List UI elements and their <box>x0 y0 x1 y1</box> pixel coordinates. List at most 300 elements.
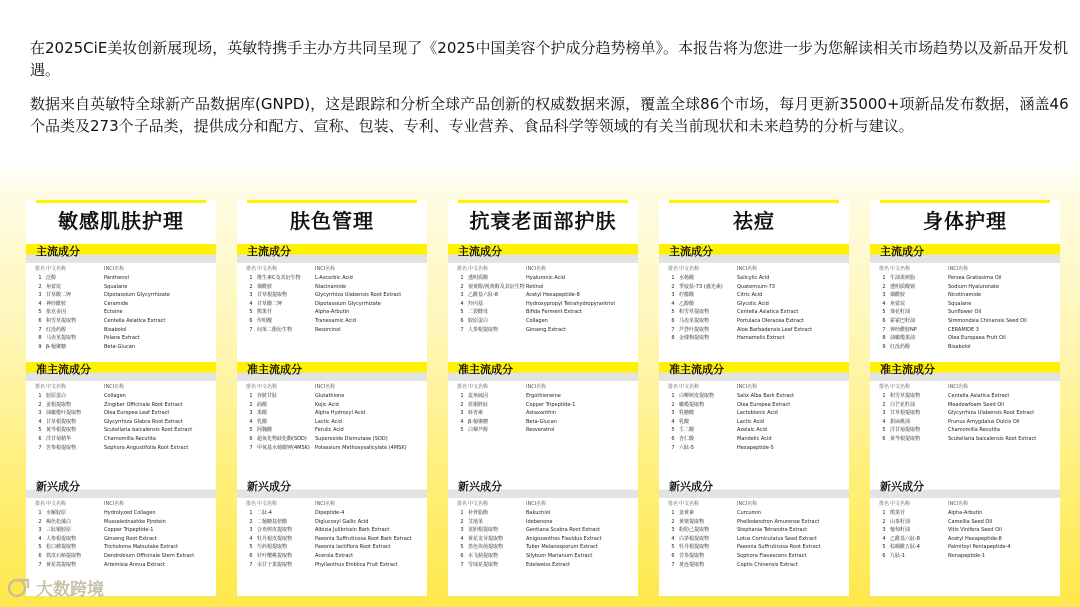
inci-name-cell: Olea Europaea Fruit Oil <box>948 335 1006 342</box>
rank-cell: 1 <box>460 393 464 399</box>
intro-paragraph-2: 数据来自英敏特全球新产品数据库(GNPD)，这是跟踪和分析全球产品创新的权威数据来源，覆盖全球86个市场，每月更新35000+项新品发布数据，涵盖46个品类及273个子品类，提供成分和配方、宣称、包装、专利、专业营养、食品科学等领域的有关当前现状和未来趋势的分析与建议。 <box>30 95 1069 135</box>
inci-name-cell: Paeonia lactiflora Root Extract <box>315 544 391 551</box>
cn-name-cell: 金缕梅提取物 <box>679 335 710 342</box>
rank-cell: 1 <box>38 510 42 516</box>
table-header <box>667 500 843 509</box>
cn-name-cell: 霍霍巴籽油 <box>890 317 916 324</box>
cn-name-cell: 神经酰胺NP <box>890 326 917 333</box>
table-row <box>34 317 210 326</box>
table-row <box>667 543 843 552</box>
cn-name-cell: 白柳树皮提取物 <box>679 393 715 399</box>
inci-name-cell: Ceramide <box>104 300 129 307</box>
inci-name-cell: Potassium Methoxysalicylate (4MSK) <box>315 444 407 451</box>
ingredient-table <box>456 383 632 435</box>
inci-name-cell: Bisabolol <box>104 326 127 333</box>
cn-name-cell: 曲酸 <box>257 401 268 408</box>
inci-name-cell: Copper Tripeptide-1 <box>526 401 576 408</box>
cn-name-cell: 松口蘑提取物 <box>46 544 77 551</box>
table-row <box>667 418 843 427</box>
table-row <box>878 283 1054 292</box>
rank-cell: 7 <box>671 561 675 568</box>
table-row <box>34 552 210 561</box>
category-card <box>448 200 638 596</box>
table-row <box>34 308 210 317</box>
inci-name-cell: Copper Tripeptide-1 <box>104 527 154 534</box>
inci-name-cell: Paeonia Suffruticosa Root Bark Extract <box>315 535 412 542</box>
header-cell: 排名 <box>667 266 678 272</box>
cn-name-cell: 黄花龙芽提取物 <box>468 535 504 542</box>
header-cell: 排名 <box>667 384 678 390</box>
header-cell: INCI名称 <box>104 501 125 507</box>
inci-name-cell: Bakuchiol <box>526 510 551 516</box>
cn-name-cell: 依克多因 <box>46 309 67 316</box>
inci-name-cell: Resveratrol <box>526 427 555 434</box>
cn-name-cell: 透明质酸钠 <box>890 283 916 290</box>
rank-cell: 6 <box>38 435 42 442</box>
inci-name-cell: Lactic Acid <box>315 418 342 425</box>
inci-name-cell: Chamomilla Recutita <box>948 427 1000 434</box>
inci-name-cell: CERAMIDE 3 <box>948 326 979 333</box>
table-header <box>878 500 1054 509</box>
header-cell: 排名 <box>878 384 889 390</box>
rank-cell: 4 <box>460 418 464 425</box>
header-cell: 中文名称 <box>468 266 489 272</box>
inci-name-cell: Pslane Extract <box>104 335 140 342</box>
card-title: 身体护理 <box>870 200 1060 240</box>
inci-name-cell: Sodium Hyaluronate <box>948 283 1000 290</box>
cn-name-cell: 黑色块菌提取物 <box>468 544 504 551</box>
ingredient-table <box>34 500 210 569</box>
table-row <box>34 509 210 518</box>
cn-name-cell: 角鲨烷 <box>46 283 62 290</box>
table-row <box>878 518 1054 527</box>
rank-cell: 6 <box>249 552 253 559</box>
table-row <box>34 418 210 427</box>
rank-cell: 3 <box>671 527 675 534</box>
cn-name-cell: 洋甘菊精华 <box>46 435 72 442</box>
table-row <box>878 300 1054 309</box>
inci-name-cell: Mandelic Acid <box>737 435 772 442</box>
table-row <box>878 291 1054 300</box>
table-row <box>245 426 421 435</box>
ingredient-table <box>34 265 210 351</box>
table-row <box>667 317 843 326</box>
inci-name-cell: Scutellaria baicalensis Root Extract <box>104 427 193 434</box>
category-card <box>26 200 216 596</box>
rank-cell: 3 <box>882 410 886 417</box>
table-row <box>878 343 1054 352</box>
rank-cell: 3 <box>671 410 675 417</box>
rank-cell: 1 <box>460 510 464 516</box>
table-row <box>456 418 632 427</box>
cn-name-cell: 柠檬酸 <box>679 292 695 299</box>
inci-name-cell: Panthenol <box>104 275 129 281</box>
header-cell: INCI名称 <box>737 501 758 507</box>
header-cell: 排名 <box>245 266 256 272</box>
cn-name-cell: 马齿苋提取物 <box>46 335 77 342</box>
rank-cell: 6 <box>671 435 675 442</box>
card-title: 抗衰老面部护肤 <box>448 200 638 240</box>
table-row <box>245 326 421 335</box>
table-row <box>878 509 1054 518</box>
inci-name-cell: Squalane <box>104 283 128 290</box>
cn-name-cell: β-葡聚糖 <box>46 343 66 350</box>
cn-name-cell: 二葡糖基棓酸 <box>257 518 288 525</box>
rank-cell: 6 <box>460 552 464 559</box>
header-cell: 排名 <box>245 384 256 390</box>
inci-name-cell: Beta-Glucan <box>526 418 557 425</box>
cn-name-cell: 葵花籽油 <box>890 309 911 316</box>
rank-cell: 3 <box>38 292 42 299</box>
rank-cell: 2 <box>249 283 253 290</box>
header-cell: 中文名称 <box>679 501 700 507</box>
cn-name-cell: 壬二酸 <box>679 427 695 434</box>
cn-name-cell: 超氧化物歧化酶(SOD) <box>257 435 307 442</box>
cn-name-cell: 水解胶原 <box>46 510 67 516</box>
cn-name-cell: 积雪草提取物 <box>46 317 77 324</box>
table-row <box>667 274 843 283</box>
section-title: 新兴成分 <box>26 479 216 498</box>
rank-cell: 5 <box>249 544 253 551</box>
cn-name-cell: 透明质酸 <box>468 275 489 281</box>
table-row <box>456 409 632 418</box>
table-row <box>878 543 1054 552</box>
rank-cell: 2 <box>671 518 675 525</box>
inci-name-cell: Chamomilla Recutita <box>104 435 156 442</box>
inci-name-cell: Lotus Corniculatus Seed Extract <box>737 535 817 542</box>
table-row <box>245 435 421 444</box>
cn-name-cell: 补骨脂酚 <box>468 510 489 516</box>
intro-text <box>30 37 1070 137</box>
inci-name-cell: Beta-Glucan <box>104 343 135 350</box>
inci-name-cell: Hamamelis Extract <box>737 335 785 342</box>
inci-name-cell: Squalane <box>948 300 972 307</box>
table-row <box>34 283 210 292</box>
table-row <box>456 300 632 309</box>
ingredient-table <box>667 383 843 452</box>
rank-cell: 1 <box>249 510 253 516</box>
rank-cell: 4 <box>249 535 253 542</box>
ingredient-table <box>667 500 843 569</box>
intro-paragraph-1: 在2025CiE美妆创新展现场，英敏特携手主办方共同呈现了《2025中国美容个护成分趋势榜单》。本报告将为您进一步为您解读相关市场趋势以及新品开发机遇。 <box>30 39 1068 79</box>
section-title: 新兴成分 <box>237 479 427 498</box>
table-row <box>34 300 210 309</box>
cn-name-cell: 视黄醇/视黄醇及其衍生物 <box>468 283 525 290</box>
rank-cell: 5 <box>671 544 675 551</box>
table-row <box>245 409 421 418</box>
cn-name-cell: 人参根提取物 <box>46 535 77 542</box>
cn-name-cell: 甘草根提取物 <box>890 410 921 417</box>
cn-name-cell: 橄榄提取物 <box>679 401 705 408</box>
header-cell: INCI名称 <box>948 501 969 507</box>
rank-cell: 1 <box>671 393 675 399</box>
cn-name-cell: 甘草酸二钾 <box>257 300 283 307</box>
table-row <box>456 535 632 544</box>
section-title: 准主流成分 <box>237 362 427 381</box>
table-row <box>667 401 843 410</box>
cn-name-cell: 胶原蛋白 <box>46 393 67 399</box>
table-header <box>34 500 210 509</box>
table-row <box>878 418 1054 427</box>
rank-cell: 4 <box>249 418 253 425</box>
header-cell: 中文名称 <box>468 384 489 390</box>
cn-name-cell: 山茶籽油 <box>890 518 911 525</box>
cn-name-cell: 白茅根提取物 <box>679 535 710 542</box>
table-row <box>878 392 1054 401</box>
rank-cell: 2 <box>38 283 42 290</box>
rank-cell: 2 <box>249 518 253 525</box>
cn-name-cell: 白藜芦醇 <box>468 427 489 434</box>
header-cell: 中文名称 <box>679 266 700 272</box>
rank-cell: 6 <box>38 317 42 324</box>
cn-name-cell: 马齿苋提取物 <box>679 317 710 324</box>
cn-name-cell: 六肽-5 <box>679 444 694 451</box>
inci-name-cell: Bifida Ferment Extract <box>526 309 583 316</box>
inci-name-cell: Ectoine <box>104 309 123 316</box>
cn-name-cell: 牡丹根皮提取物 <box>257 535 293 542</box>
inci-name-cell: Meadowfoam Seed Oil <box>948 401 1004 408</box>
rank-cell: 3 <box>460 410 464 417</box>
inci-name-cell: Scutellaria baicalensis Root Extract <box>948 435 1037 442</box>
cn-name-cell: 白芒花籽油 <box>890 401 916 408</box>
table-row <box>34 543 210 552</box>
table-header <box>456 500 632 509</box>
rank-cell: 7 <box>38 444 42 451</box>
rank-cell: 1 <box>882 393 886 399</box>
table-row <box>456 561 632 570</box>
table-row <box>667 308 843 317</box>
inci-name-cell: Sophora Angustifolia Root Extract <box>104 444 189 451</box>
rank-cell: 4 <box>460 535 464 542</box>
rank-cell: 7 <box>671 326 675 333</box>
rank-cell: 7 <box>249 326 253 333</box>
cn-name-cell: 红没药醇 <box>46 326 67 333</box>
rank-cell: 7 <box>460 561 464 568</box>
inci-name-cell: Ergothioneine <box>526 393 561 399</box>
cn-name-cell: 艾地苯 <box>468 518 484 525</box>
rank-cell: 3 <box>882 527 886 534</box>
ingredient-table <box>456 500 632 569</box>
rank-cell: 7 <box>249 561 253 568</box>
table-row <box>456 326 632 335</box>
table-header <box>34 265 210 274</box>
rank-cell: 1 <box>882 275 886 281</box>
inci-name-cell: Ferulic Acid <box>315 427 344 434</box>
inci-name-cell: Aloe Barbadensis Leaf Extract <box>737 326 813 333</box>
cn-name-cell: 二裂酵母 <box>468 309 489 316</box>
table-row <box>34 401 210 410</box>
inci-name-cell: Salicylic Acid <box>737 275 770 281</box>
cn-name-cell: 红没药醇 <box>890 343 911 350</box>
cn-name-cell: 传明酸 <box>257 317 273 324</box>
inci-name-cell: Tranexamic Acid <box>315 317 356 324</box>
cn-name-cell: 阿魏酸 <box>257 427 273 434</box>
rank-cell: 6 <box>460 317 464 324</box>
rank-cell: 1 <box>460 275 464 281</box>
rank-cell: 2 <box>249 401 253 408</box>
inci-name-cell: Dipotassium Glycyrrhizate <box>104 292 170 299</box>
ingredient-cards <box>26 200 1056 598</box>
rank-cell: 5 <box>882 309 886 316</box>
rank-cell: 1 <box>249 275 253 281</box>
rank-cell: 7 <box>38 326 42 333</box>
inci-name-cell: Ginseng Extract <box>526 326 566 333</box>
inci-name-cell: Citric Acid <box>737 292 763 299</box>
inci-name-cell: Artemisia Annua Extract <box>104 561 165 568</box>
table-header <box>456 265 632 274</box>
rank-cell: 6 <box>249 435 253 442</box>
ingredient-table <box>245 383 421 452</box>
rank-cell: 5 <box>38 427 42 434</box>
card-title: 祛痘 <box>659 200 849 240</box>
cn-name-cell: 二肽-4 <box>257 510 272 516</box>
rank-cell: 9 <box>38 343 42 350</box>
table-row <box>878 526 1054 535</box>
rank-cell: 5 <box>38 544 42 551</box>
inci-name-cell: Sophora Flavescens Extract <box>737 552 807 559</box>
rank-cell: 6 <box>671 552 675 559</box>
inci-name-cell: Kojic Acid <box>315 401 339 408</box>
ingredient-table <box>34 383 210 452</box>
cn-name-cell: 水杨酸 <box>679 275 695 281</box>
watermark-logo <box>6 575 104 600</box>
rank-cell: 5 <box>671 427 675 434</box>
inci-name-cell: Diglucosyl Gallic Acid <box>315 518 369 525</box>
header-cell: INCI名称 <box>315 384 336 390</box>
rank-cell: 2 <box>671 283 675 290</box>
section-title: 准主流成分 <box>26 362 216 381</box>
cn-name-cell: 苦参提取物 <box>679 552 705 559</box>
inci-name-cell: Coptis Chinensis Extract <box>737 561 798 568</box>
cn-name-cell: 姜黄素 <box>679 510 695 516</box>
inci-name-cell: Centella Asiatica Extract <box>948 393 1010 399</box>
inci-name-cell: Centella Asiatica Extract <box>737 309 799 316</box>
section-title: 主流成分 <box>870 244 1060 263</box>
cn-name-cell: 蓝铜胜肽 <box>468 401 489 408</box>
cn-name-cell: 熊果苷 <box>890 510 906 516</box>
table-row <box>34 409 210 418</box>
rank-cell: 9 <box>882 343 886 350</box>
table-header <box>245 265 421 274</box>
inci-name-cell: Hyaluronic Acid <box>526 275 565 281</box>
cn-name-cell: 羟丙基 <box>468 300 484 307</box>
table-row <box>34 535 210 544</box>
cn-name-cell: 黄芩根提取物 <box>890 435 921 442</box>
section-title: 新兴成分 <box>659 479 849 498</box>
cn-name-cell: 烟酰胺 <box>257 283 273 290</box>
header-cell: 排名 <box>456 266 467 272</box>
section-title: 主流成分 <box>26 244 216 263</box>
table-row <box>456 317 632 326</box>
header-cell: 排名 <box>456 384 467 390</box>
ingredient-table <box>878 383 1054 444</box>
rank-cell: 3 <box>249 292 253 299</box>
cn-name-cell: 果酸 <box>257 410 268 417</box>
inci-name-cell: Alpha-Arbutin <box>948 510 983 516</box>
rank-cell: 4 <box>671 535 675 542</box>
ingredient-table <box>878 265 1054 351</box>
cn-name-cell: 合欢树皮提取物 <box>257 527 293 534</box>
inci-name-cell: Edelweiss Extract <box>526 561 571 568</box>
inci-name-cell: Nonapeptide-1 <box>948 552 986 559</box>
inci-name-cell: Curcumin <box>737 510 761 516</box>
cn-name-cell: 乳酸 <box>679 418 690 425</box>
section-title: 准主流成分 <box>870 362 1060 381</box>
inci-name-cell: Collagen <box>104 393 126 399</box>
cn-name-cell: 乙酰基六肽-8 <box>468 292 498 299</box>
inci-name-cell: Gentiana Scabra Root Extract <box>526 527 601 534</box>
cn-name-cell: 芍药根提取物 <box>257 544 288 551</box>
table-row <box>34 518 210 527</box>
header-cell: 排名 <box>456 501 467 507</box>
table-row <box>34 291 210 300</box>
table-header <box>878 383 1054 392</box>
section-title: 主流成分 <box>237 244 427 263</box>
cn-name-cell: 九肽-1 <box>890 552 905 559</box>
table-row <box>245 308 421 317</box>
rank-cell: 6 <box>882 552 886 559</box>
inci-name-cell: Zingiber Officinale Root Extract <box>104 401 183 408</box>
cn-name-cell: 季铵盐-73 (感光素) <box>679 283 723 290</box>
header-cell: INCI名称 <box>315 501 336 507</box>
header-cell: 中文名称 <box>46 384 67 390</box>
table-row <box>34 561 210 570</box>
rank-cell: 5 <box>249 309 253 316</box>
rank-cell: 4 <box>38 300 42 307</box>
rank-cell: 4 <box>882 418 886 425</box>
rank-cell: 6 <box>671 317 675 324</box>
table-row <box>667 535 843 544</box>
header-cell: INCI名称 <box>737 384 758 390</box>
logo-text: 大数跨境 <box>36 580 104 600</box>
inci-name-cell: Acerola Extract <box>315 552 354 559</box>
table-row <box>878 308 1054 317</box>
table-row <box>456 392 632 401</box>
header-cell: INCI名称 <box>948 384 969 390</box>
rank-cell: 6 <box>882 435 886 442</box>
cn-name-cell: 泛醇 <box>46 275 57 281</box>
rank-cell: 5 <box>249 427 253 434</box>
inci-name-cell: Simmondsia Chinensis Seed Oil <box>948 317 1027 324</box>
rank-cell: 1 <box>38 275 42 281</box>
table-row <box>245 392 421 401</box>
cn-name-cell: 三肽铜胶原 <box>46 527 72 534</box>
table-row <box>245 317 421 326</box>
ingredient-table <box>245 500 421 569</box>
rank-cell: 5 <box>460 427 464 434</box>
inci-name-cell: Musselednashke Pjrotein <box>104 518 166 525</box>
header-cell: INCI名称 <box>104 266 125 272</box>
table-header <box>667 265 843 274</box>
header-cell: INCI名称 <box>737 266 758 272</box>
rank-cell: 2 <box>38 401 42 408</box>
header-cell: INCI名称 <box>526 501 547 507</box>
header-cell: 中文名称 <box>679 384 700 390</box>
rank-cell: 4 <box>38 418 42 425</box>
header-cell: INCI名称 <box>104 384 125 390</box>
table-row <box>245 509 421 518</box>
inci-name-cell: Stephania Tetrandra Extract <box>737 527 808 534</box>
table-row <box>667 509 843 518</box>
cn-name-cell: 甘草根提取物 <box>257 292 288 299</box>
ingredient-table <box>667 265 843 343</box>
rank-cell: 1 <box>38 393 42 399</box>
table-row <box>34 426 210 435</box>
cn-name-cell: 甜扁桃油 <box>890 418 911 425</box>
category-card <box>870 200 1060 596</box>
header-cell: 排名 <box>34 384 45 390</box>
cn-name-cell: 苦参根提取物 <box>46 444 77 451</box>
